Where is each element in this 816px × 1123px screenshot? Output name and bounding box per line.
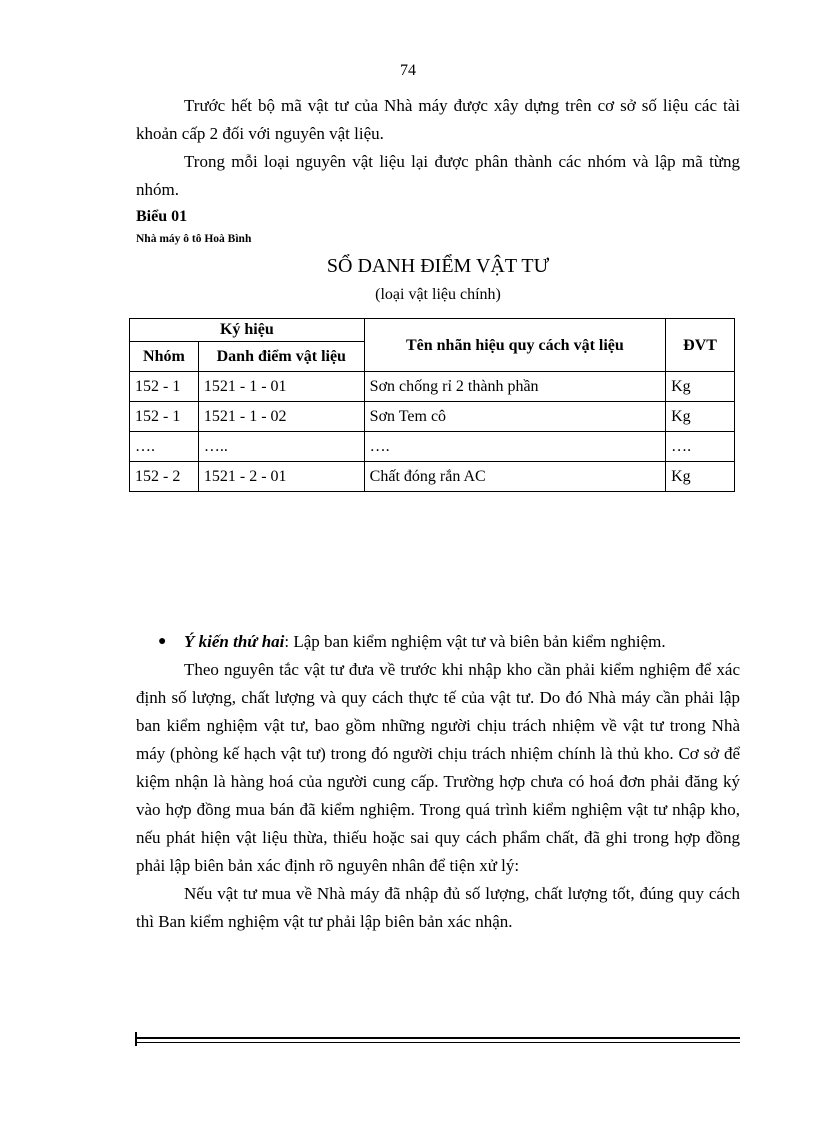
page-number: 74 [400, 62, 416, 79]
intro-paragraph: Trước hết bộ mã vật tư của Nhà máy được xây dựng trên cơ sở số liệu các tài khoản cấp 2 đối với nguyên vật liệu. [136, 96, 740, 143]
cell-code: 1521 - 2 - 01 [198, 462, 364, 492]
cell-group: 152 - 2 [130, 462, 199, 492]
cell-unit: Kg [666, 462, 735, 492]
cell-group: 152 - 1 [130, 402, 199, 432]
cell-code: ….. [198, 432, 364, 462]
register-title: SỔ DANH ĐIỂM VẬT TƯ [326, 255, 550, 277]
cell-name: …. [364, 432, 665, 462]
header-material-name: Tên nhãn hiệu quy cách vật liệu [364, 319, 665, 372]
cell-name: Chất đóng rắn AC [364, 462, 665, 492]
cell-code: 1521 - 1 - 01 [198, 372, 364, 402]
body-section [136, 628, 740, 936]
bullet-text: : Lập ban kiểm nghiệm vật tư và biên bản kiểm nghiệm. [284, 632, 666, 651]
footer-rule-thin [136, 1042, 740, 1043]
exhibit-label: Biểu 01 [136, 208, 188, 225]
footer-rule-tick [135, 1032, 137, 1046]
cell-group: …. [130, 432, 199, 462]
intro-section [136, 92, 740, 308]
cell-name: Sơn chống rỉ 2 thành phần [364, 372, 665, 402]
cell-unit: Kg [666, 402, 735, 432]
header-symbol: Ký hiệu [130, 319, 365, 342]
intro-paragraph: Trong mỗi loại nguyên vật liệu lại được phân thành các nhóm và lập mã từng nhóm. [136, 152, 740, 199]
cell-name: Sơn Tem cô [364, 402, 665, 432]
table-row [130, 462, 735, 492]
body-paragraph: Nếu vật tư mua về Nhà máy đã nhập đủ số lượng, chất lượng tốt, đúng quy cách thì Ban kiểm nghiệm vật tư phải lập biên bản xác nhận. [136, 884, 740, 931]
bullet-lead: Ý kiến thứ hai [184, 632, 285, 651]
bullet-dot-icon: ● [158, 634, 167, 649]
body-paragraph: Theo nguyên tắc vật tư đưa về trước khi nhập kho cần phải kiểm nghiệm để xác định số lượng, chất lượng và quy cách thực tế của vật tư. Do đó Nhà máy cần phải lập ban kiểm nghiệm vật tư, bao gồm những người chịu trách nhiệm về vật tư trong Nhà máy (phòng kế hạch vật tư) trong đó người chịu trách nhiệm chính là thủ kho. Cơ sở để kiệm nhận là hàng hoá của người cung cấp. Trường hợp chưa có hoá đơn phải đăng ký vào hợp đồng mua bán đã kiểm nghiệm. Trong quá trình kiểm nghiệm vật tư nhập kho, nếu phát hiện vật liệu thừa, thiếu hoặc sai quy cách phẩm chất, đã ghi trong hợp đồng phải lập biên bản xác định rõ nguyên nhân để tiện xử lý: [136, 660, 740, 875]
factory-name: Nhà máy ô tô Hoà Bình [136, 233, 252, 245]
footer-rule [136, 1037, 740, 1039]
header-item-code: Danh điểm vật liệu [198, 342, 364, 372]
material-register-table [129, 318, 735, 492]
table-row [130, 372, 735, 402]
table-header-row [130, 319, 735, 342]
cell-unit: …. [666, 432, 735, 462]
header-unit: ĐVT [666, 319, 735, 372]
table-row [130, 402, 735, 432]
bullet-item [136, 628, 740, 656]
cell-unit: Kg [666, 372, 735, 402]
cell-code: 1521 - 1 - 02 [198, 402, 364, 432]
header-group: Nhóm [130, 342, 199, 372]
cell-group: 152 - 1 [130, 372, 199, 402]
table-row [130, 432, 735, 462]
register-subtitle: (loại vật liệu chính) [375, 286, 501, 303]
